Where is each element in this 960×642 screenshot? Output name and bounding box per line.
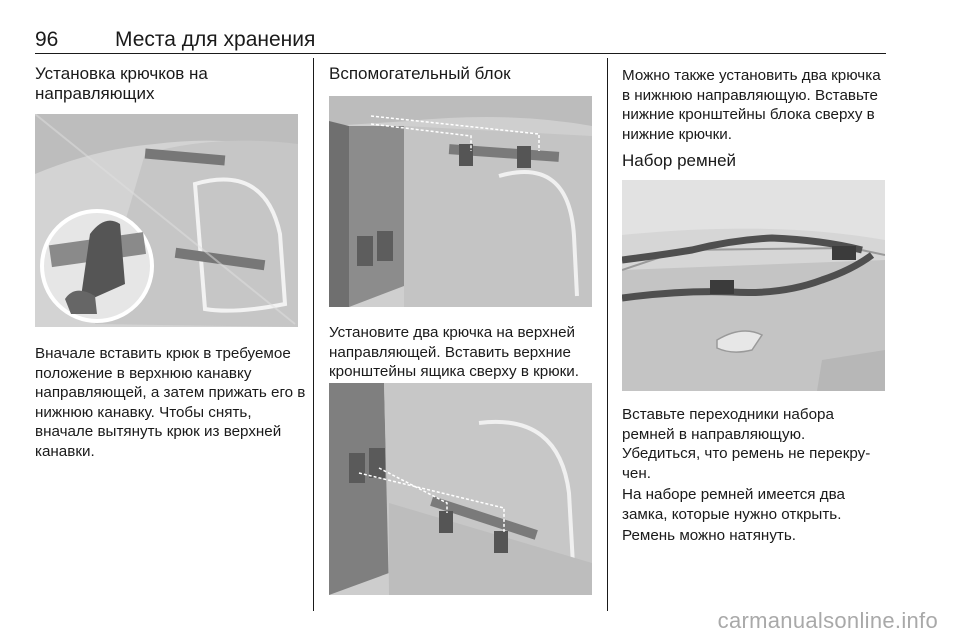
chapter-title: Места для хранения [115,28,316,51]
strap-kit-step-2: Убедиться, что ремень не перекручен. [622,445,871,482]
figure-auxiliary-unit-lower [329,383,592,595]
header-divider [35,53,886,54]
section-heading-strap-kit: Набор ремней [622,151,737,170]
section-heading-hooks: Установка крючков на направляющих [35,64,208,103]
figure-strap-kit [622,180,885,391]
section-heading-auxiliary-unit: Вспомогательный блок [329,64,511,83]
watermark: carmanualsonline.info [717,608,938,633]
figure-hook-installation [35,114,298,327]
hook-instructions: Вначале вставить крюк в требуемое положение в верхнюю канавку направляющей, а затем прижать его в нижнюю канавку. Чтобы снять, вначале вытянуть крюк из верхней канавки. [35,345,306,460]
page-header [35,28,885,52]
column-divider-2 [607,58,608,611]
auxiliary-unit-instructions: Установите два крючка на верхней направляющей. Вставить верхние кронштейны ящика сверху в крюки. [329,324,579,380]
figure-auxiliary-unit-upper [329,96,592,307]
strap-kit-step-3: На наборе ремней имеется два замка, которые нужно открыть. [622,486,845,523]
strap-kit-step-4: Ремень можно натянуть. [622,527,796,544]
column-divider-1 [313,58,314,611]
strap-kit-step-1: Вставьте переходники набора ремней в направляющую. [622,406,834,443]
lower-rail-instructions: Можно также установить два крючка в нижнюю направляющую. Вставьте нижние кронштейны блока сверху в нижние крючки. [622,67,881,143]
page-number: 96 [35,28,59,51]
